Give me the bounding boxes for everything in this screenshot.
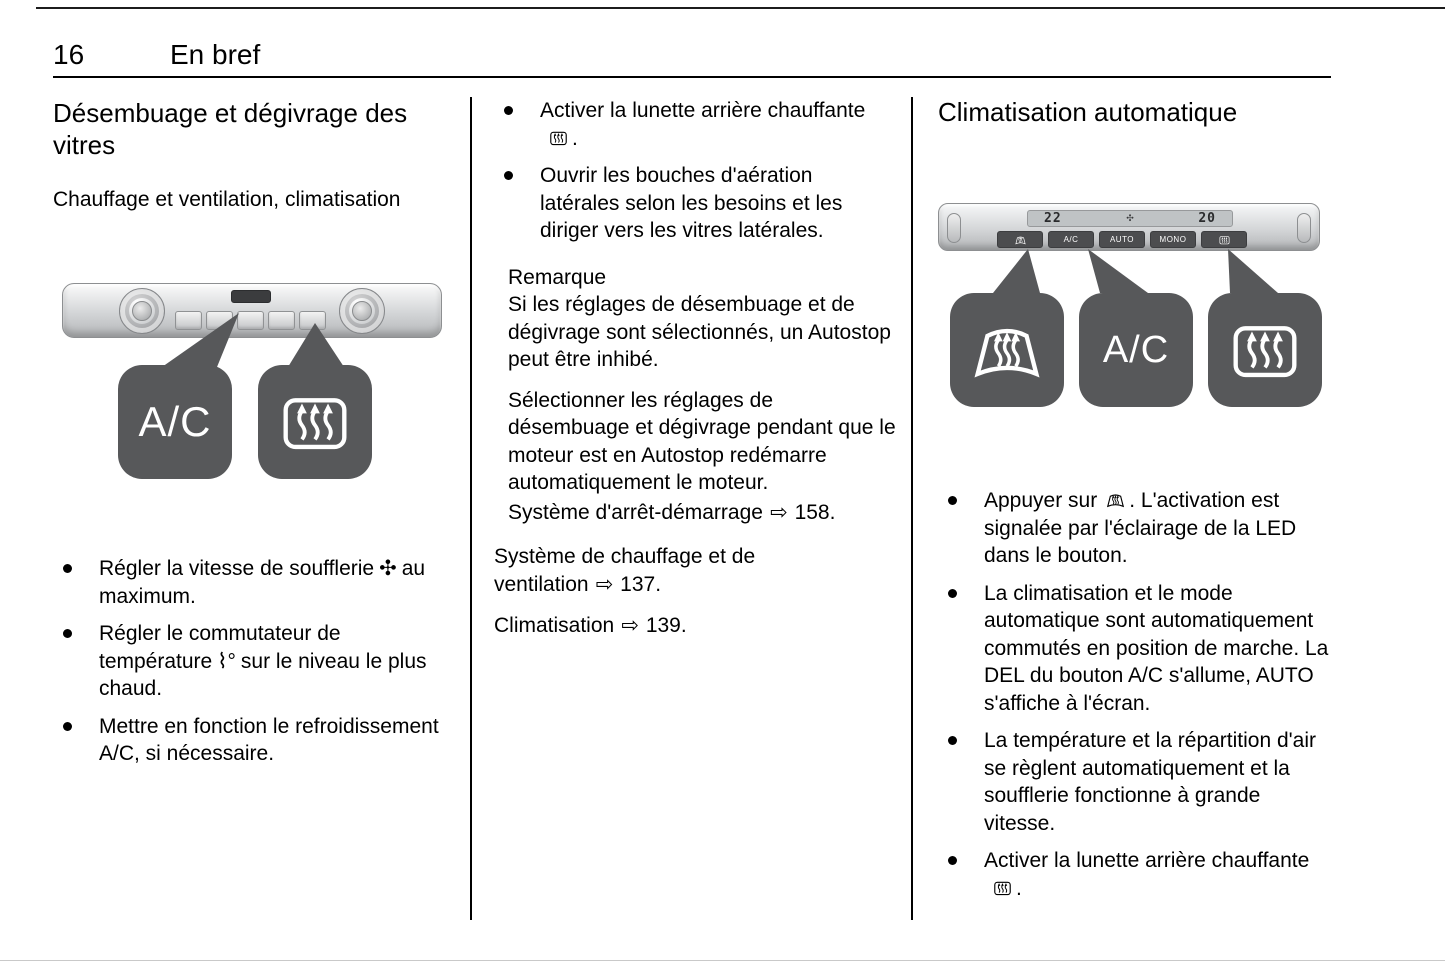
button-label: MONO bbox=[1159, 235, 1187, 244]
reference-label: Système d'arrêt-démarrage bbox=[508, 500, 763, 524]
front-defrost-icon bbox=[1014, 234, 1027, 246]
bullet-text: . bbox=[572, 126, 578, 150]
bullet-text: . L'activation est signalée par l'éclairage de la LED dans le bouton. bbox=[984, 489, 1297, 567]
front-defrost-icon bbox=[1103, 490, 1128, 510]
ac-panel-button bbox=[237, 311, 264, 330]
front-defrost-panel-button bbox=[997, 231, 1043, 248]
bullet-text: Appuyer sur bbox=[984, 489, 1098, 512]
page-reference-arrow-icon: ⇨ bbox=[621, 614, 639, 637]
reference-label: Climatisation bbox=[494, 614, 615, 637]
auto-climate-illustration bbox=[938, 203, 1324, 415]
ac-panel-button bbox=[1048, 231, 1094, 248]
ac-label: A/C bbox=[1102, 329, 1170, 371]
panel-end-control bbox=[1297, 213, 1311, 243]
climate-display bbox=[1027, 210, 1233, 227]
list-item bbox=[494, 97, 896, 152]
list-item bbox=[938, 580, 1334, 718]
column-divider-1 bbox=[470, 97, 472, 920]
bullet-text: La température et la répartition d'air se règlent automatiquement et la soufflerie fonctionne à grande vitesse. bbox=[984, 729, 1317, 835]
panel-mini-display bbox=[231, 290, 271, 303]
panel-end-control bbox=[947, 213, 961, 243]
front-defrost-callout bbox=[950, 293, 1064, 407]
fan-display-icon: ✣ bbox=[1126, 213, 1134, 223]
note-body: Si les réglages de désembuage et de dégivrage sont sélectionnés, un Autostop peut être inhibé. bbox=[508, 293, 891, 371]
reference-page: 158. bbox=[794, 500, 836, 524]
rear-defrost-icon bbox=[546, 128, 571, 148]
manual-climate-panel-image bbox=[62, 283, 442, 338]
instruction-list bbox=[494, 97, 896, 245]
auto-panel-button bbox=[1099, 231, 1145, 248]
ac-callout bbox=[1079, 293, 1193, 407]
bullet-text: Activer la lunette arrière chauffante bbox=[540, 99, 866, 122]
page-reference-arrow-icon: ⇨ bbox=[595, 572, 614, 596]
page-bottom-rule bbox=[0, 960, 1445, 961]
bullet-text: . bbox=[1016, 876, 1022, 900]
auto-climate-panel-image bbox=[938, 203, 1320, 251]
instruction-list bbox=[53, 555, 459, 768]
note-title: Remarque bbox=[508, 265, 607, 289]
column-2 bbox=[494, 97, 896, 640]
bullet-text: Régler la vitesse de soufflerie bbox=[99, 557, 375, 580]
temperature-icon: ⌇° bbox=[217, 649, 236, 673]
reference-page: 137. bbox=[620, 572, 662, 596]
paragraph: Sélectionner les réglages de désembuage et dégivrage pendant que le moteur est en Autostop redémarre automatiquement le moteur. bbox=[508, 388, 896, 494]
front-defrost-icon bbox=[969, 312, 1045, 388]
rear-defrost-callout bbox=[1208, 293, 1322, 407]
temperature-knob bbox=[119, 288, 165, 334]
page-number: 16 bbox=[53, 39, 85, 70]
list-item bbox=[938, 487, 1334, 570]
reference-page: 139. bbox=[645, 614, 687, 637]
panel-button-row bbox=[997, 231, 1247, 248]
mono-panel-button bbox=[1150, 231, 1196, 248]
bullet-text: Mettre en fonction le refroidissement A/C, si nécessaire. bbox=[99, 714, 439, 765]
ac-label: A/C bbox=[138, 398, 212, 445]
cross-reference bbox=[508, 499, 896, 527]
bullet-text: Activer la lunette arrière chauffante bbox=[984, 849, 1310, 872]
button-label: AUTO bbox=[1109, 235, 1135, 244]
rear-defrost-icon bbox=[277, 384, 353, 460]
temp-left-display: 22 bbox=[1044, 211, 1062, 226]
page-reference-arrow-icon: ⇨ bbox=[769, 500, 788, 524]
instruction-list bbox=[938, 487, 1334, 902]
bullet-text: La climatisation et le mode automatique sont automatiquement commutés en position de marche. La DEL du bouton A/C s'allume, AUTO s'affiche à l'écran. bbox=[984, 581, 1329, 715]
rear-defrost-panel-button bbox=[299, 311, 326, 330]
rear-defrost-icon bbox=[1227, 312, 1303, 388]
panel-button bbox=[206, 311, 233, 330]
panel-button bbox=[268, 311, 295, 330]
rear-defrost-icon bbox=[1218, 234, 1231, 246]
manual-climate-illustration bbox=[62, 281, 452, 489]
section-heading: Désembuage et dégivrage des vitres bbox=[53, 98, 408, 160]
fan-knob bbox=[339, 288, 385, 334]
rear-defrost-panel-button bbox=[1201, 231, 1247, 248]
cross-reference bbox=[494, 612, 896, 640]
ac-callout bbox=[118, 365, 232, 479]
list-item bbox=[53, 620, 459, 703]
button-label: A/C bbox=[1063, 235, 1079, 244]
temp-right-display: 20 bbox=[1198, 211, 1216, 226]
column-divider-2 bbox=[911, 97, 913, 920]
rear-defrost-callout bbox=[258, 365, 372, 479]
fan-icon: ✣ bbox=[379, 557, 397, 580]
bullet-text: Régler le commutateur de température bbox=[99, 622, 341, 673]
section-heading: Climatisation automatique bbox=[938, 97, 1238, 127]
bullet-text: au maximum. bbox=[99, 557, 426, 608]
list-item bbox=[53, 555, 459, 610]
list-item bbox=[938, 847, 1334, 902]
cross-reference bbox=[494, 543, 896, 598]
section-subheading: Chauffage et ventilation, climatisation bbox=[53, 188, 401, 211]
list-item bbox=[494, 162, 896, 245]
column-3 bbox=[938, 97, 1334, 912]
list-item bbox=[938, 727, 1334, 837]
list-item bbox=[53, 713, 459, 768]
column-1 bbox=[53, 97, 459, 778]
bullet-text: sur le niveau le plus chaud. bbox=[99, 649, 427, 700]
page-title: En bref bbox=[170, 39, 261, 70]
reference-label: Système de chauffage et de ventilation bbox=[494, 545, 756, 596]
header-rule bbox=[53, 76, 1331, 78]
rear-defrost-icon bbox=[990, 878, 1015, 898]
page-top-rule bbox=[36, 7, 1445, 9]
panel-button bbox=[175, 311, 202, 330]
bullet-text: Ouvrir les bouches d'aération latérales selon les besoins et les diriger vers les vitres latérales. bbox=[540, 164, 843, 242]
panel-button-row bbox=[175, 311, 326, 330]
